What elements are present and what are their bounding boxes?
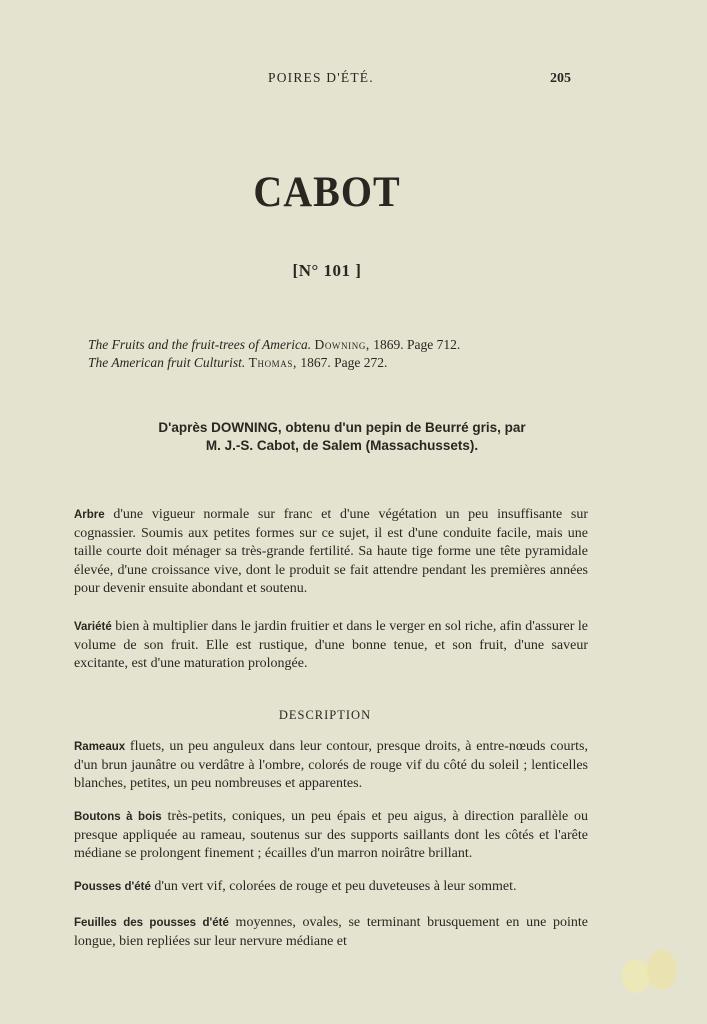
reference-details: 1867. Page 272. [300,355,388,370]
reference-author: Thomas, [248,355,297,370]
paragraph-lead: Rameaux [74,741,126,753]
page-number: 205 [550,71,571,86]
paragraph-lead: Arbre [74,509,105,521]
reference-author: Downing, [314,337,370,352]
paragraph-variete [74,618,588,674]
reference-book: The American fruit Culturist. [88,355,246,370]
bleed-through-stain [618,942,684,1002]
variety-title: CABOT [253,167,401,216]
reference-details: 1869. Page 712. [373,337,461,352]
references-list [88,336,588,372]
reference-book: The Fruits and the fruit-trees of America. [88,337,312,352]
paragraph-arbre [74,506,588,599]
paragraph-lead: Feuilles des pousses d'été [74,917,229,929]
paragraph-text: d'une vigueur normale sur franc et d'une végétation un peu insuffisante sur cognassier. Soumis aux petites formes sur ce sujet, il est d'une conduite facile, mais une taille courte doit ménager sa très-grande fertilité. Sa haute tige forme une tête pyramidale élevée, d'une croissance vive, dont le produit se fait attendre pendant les premières années pour devenir ensuite abondant et soutenu. [74,507,588,596]
origin-line: D'après DOWNING, obtenu d'un pepin de Beurré gris, par [158,420,526,435]
paragraph-text: très-petits, coniques, un peu épais et peu aigus, à direction parallèle ou presque appliquée au rameau, soutenus sur des supports saillants dont les côtés et l'arête médiane se prolongent finement ; écailles d'un marron noirâtre brillant. [74,809,589,861]
description-heading: DESCRIPTION [278,708,372,722]
paragraph-lead: Pousses d'été [74,881,151,893]
origin-line: M. J.-S. Cabot, de Salem (Massachussets). [205,438,479,453]
paragraph-pousses [74,878,588,897]
paragraph-rameaux [74,738,588,794]
catalog-number: [N° 101 ] [292,261,362,280]
paragraph-text: bien à multiplier dans le jardin fruitier et dans le verger en sol riche, afin d'assurer le volume de son fruit. Elle est rustique, d'une bonne tenue, et son fruit, d'une saveur excitante, est d'une maturation prolongée. [74,619,588,671]
paragraph-lead: Variété [74,621,112,633]
paragraph-lead: Boutons à bois [74,811,162,823]
reference-item [88,336,588,354]
paragraph-feuilles [74,914,588,951]
running-title: POIRES D'ÉTÉ. [268,70,374,85]
paragraph-boutons [74,808,588,864]
paragraph-text: d'un vert vif, colorées de rouge et peu duveteuses à leur sommet. [150,879,517,894]
reference-item [88,354,588,372]
running-head [0,70,707,92]
paragraph-text: moyennes, ovales, se terminant brusquement en une pointe longue, bien repliées sur leur nervure médiane et [74,915,588,949]
paragraph-text: fluets, un peu anguleux dans leur contour, presque droits, à entre-nœuds courts, d'un brun jaunâtre ou verdâtre à l'ombre, colorés de rouge vif du côté du soleil ; lenticelles blanches, petites, un peu nombreuses et apparentes. [74,739,588,791]
origin-note [70,419,614,455]
